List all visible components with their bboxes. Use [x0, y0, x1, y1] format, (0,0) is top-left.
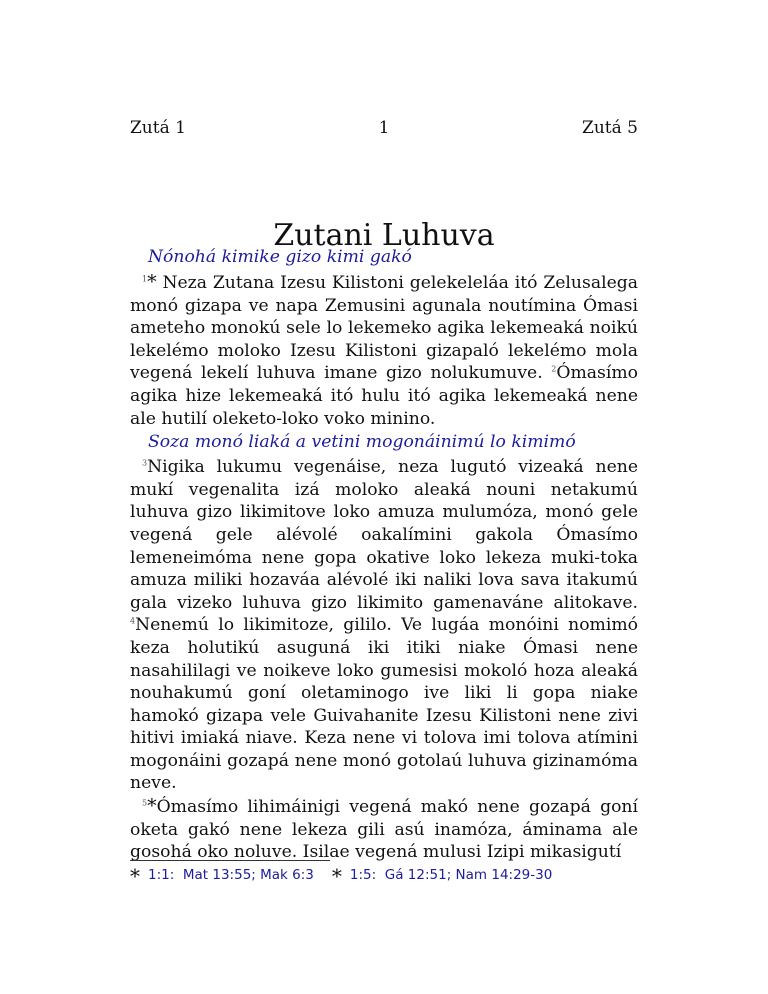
- verse-number: 5: [142, 798, 148, 808]
- paragraph: [130, 795, 638, 864]
- header-left: Zutá 1: [130, 118, 186, 138]
- footnote[interactable]: [332, 864, 552, 888]
- verse-text: Ómasímo agika hize lekemeaká itó hulu itó agika lekemeaká nene ale hutilí oleketo-loko voko minino.: [130, 363, 638, 429]
- footnote-text: Mat 13:55; Mak 6:3: [182, 867, 314, 883]
- paragraph: [130, 456, 638, 795]
- verse-text: Nenemú lo likimitoze, gililo. Ve lugáa monóini nomimó keza holutikú asuguná iki itiki niake Ómasi nene nasahililagi ve noikeve loko gumesisi mokoló hoza aleaká nouhakumú goní oletaminogo ive liki li gopa niake hamokó gizapa vele Guivahanite Izesu Kilistoni nene zivi hitivi imiaká niave. Keza nene vi tolova imi tolova atímini mogonáini gozapá nene monó gotolaú luhuva gizinamóma neve.: [130, 615, 638, 794]
- footnotes: [130, 864, 552, 888]
- header-page-number: 1: [378, 118, 390, 138]
- chapter-content: [130, 245, 638, 864]
- verse-number: 1: [142, 274, 148, 284]
- paragraph: [130, 271, 638, 430]
- section-heading: Nónohá kimike gizo kimi gakó: [148, 247, 412, 267]
- verse-number: 4: [130, 616, 136, 626]
- footnote-ref: 1:1:: [148, 867, 175, 883]
- verse-text: Nigika lukumu vegenáise, neza lugutó vizeaká nene mukí vegenalita izá moloko aleaká nouni netakumú luhuva gizo likimitove loko amuza mulumóza, monó gele vegená gele alévolé oakalímini gakola Ómasímo lemeneimóma nene gopa okative loko lekeza muki-toka amuza miliki hozaváa alévolé iki naliki lova sava itakumú gala vizeko luhuva gizo likimito gamenaváne alitokave.: [130, 457, 638, 613]
- verse-number: 2: [551, 364, 557, 374]
- footnote-ref: 1:5:: [349, 867, 377, 883]
- verse-text: Ómasímo lihimáinigi vegená makó nene gozapá goní oketa gakó nene lekeza gili asú inamóza, áminama ale gosohá oko noluve. Isilae vegená mulusi Izipi mikasigutí: [130, 797, 638, 863]
- footnote-marker: *: [331, 864, 342, 888]
- cross-reference-marker[interactable]: *: [147, 271, 157, 293]
- verse-number: 3: [142, 458, 148, 468]
- footnote-marker: *: [130, 864, 140, 888]
- footnote[interactable]: [130, 864, 314, 888]
- verse-text: Neza Zutana Izesu Kilistoni gelekeleláa itó Zelusalega monó gizapa ve napa Zemusini agunala noutímina Ómasi ameteho monokú sele lo lekemeko agika lekemeaká noikú lekelémo moloko Izesu Kilistoni gizapaló lekelémo mola vegená lekelí luhuva imane gizo nolukumuve.: [130, 273, 638, 384]
- book-title: Zutani Luhuva: [273, 218, 495, 254]
- header-right: Zutá 5: [582, 118, 638, 138]
- section-heading: Soza monó liaká a vetini mogonáinimú lo kimimó: [148, 432, 576, 453]
- footnote-text: Gá 12:51; Nam 14:29-30: [384, 867, 553, 883]
- footnote-divider: [130, 860, 330, 861]
- cross-reference-marker[interactable]: *: [147, 795, 157, 818]
